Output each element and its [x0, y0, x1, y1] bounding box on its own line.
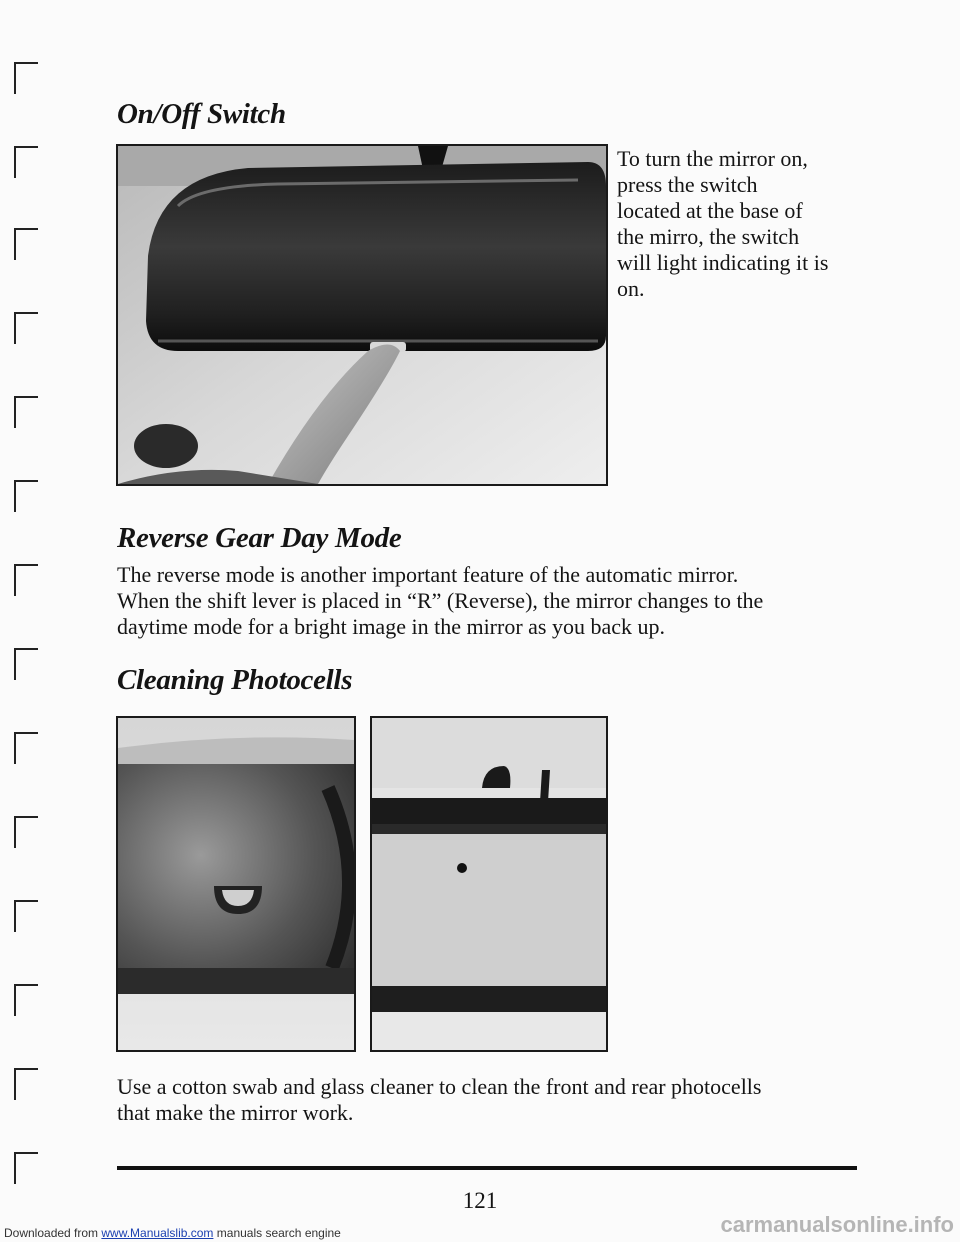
rear-photocell-illustration — [372, 718, 606, 1050]
on-off-line: the mirro, the switch — [617, 224, 800, 249]
on-off-line: will light indicating it is — [617, 250, 829, 275]
margin-mark — [14, 62, 38, 94]
download-footer — [4, 1226, 341, 1240]
reverse-line: daytime mode for a bright image in the mirror as you back up. — [117, 614, 666, 639]
reverse-line: The reverse mode is another important feature of the automatic mirror. — [117, 562, 739, 587]
on-off-line: on. — [617, 276, 645, 301]
margin-mark — [14, 816, 38, 848]
rear-photocell-photo — [370, 716, 608, 1052]
page-number: 121 — [462, 1188, 498, 1213]
front-photocell-illustration — [118, 718, 354, 1050]
margin-mark — [14, 648, 38, 680]
heading-cleaning-photocells: Cleaning Photocells — [117, 664, 353, 696]
cleaning-line: Use a cotton swab and glass cleaner to clean the front and rear photocells — [117, 1074, 762, 1099]
front-photocell-photo — [116, 716, 356, 1052]
margin-mark — [14, 564, 38, 596]
cleaning-line: that make the mirror work. — [117, 1100, 354, 1125]
footer-suffix: manuals search engine — [213, 1226, 341, 1240]
margin-mark — [14, 396, 38, 428]
margin-mark — [14, 480, 38, 512]
margin-mark — [14, 228, 38, 260]
on-off-line: located at the base of — [617, 198, 803, 223]
margin-mark — [14, 900, 38, 932]
margin-mark — [14, 732, 38, 764]
mirror-switch-illustration — [118, 146, 606, 484]
heading-on-off-switch: On/Off Switch — [117, 98, 286, 130]
watermark: carmanualsonline.info — [720, 1212, 954, 1237]
reverse-line: When the shift lever is placed in “R” (Reverse), the mirror changes to the — [117, 588, 764, 613]
on-off-paragraph — [617, 146, 897, 302]
reverse-paragraph — [117, 562, 897, 640]
margin-mark — [14, 312, 38, 344]
on-off-line: press the switch — [617, 172, 758, 197]
margin-mark — [14, 984, 38, 1016]
mirror-switch-photo — [116, 144, 608, 486]
margin-mark — [14, 1068, 38, 1100]
heading-reverse-gear-day-mode: Reverse Gear Day Mode — [117, 522, 402, 554]
margin-mark — [14, 1152, 38, 1184]
on-off-line: To turn the mirror on, — [617, 146, 808, 171]
footer-rule — [117, 1166, 857, 1170]
margin-mark — [14, 146, 38, 178]
cleaning-paragraph — [117, 1074, 897, 1126]
footer-prefix: Downloaded from — [4, 1226, 102, 1240]
manualslib-link[interactable]: www.Manualslib.com — [101, 1226, 214, 1240]
